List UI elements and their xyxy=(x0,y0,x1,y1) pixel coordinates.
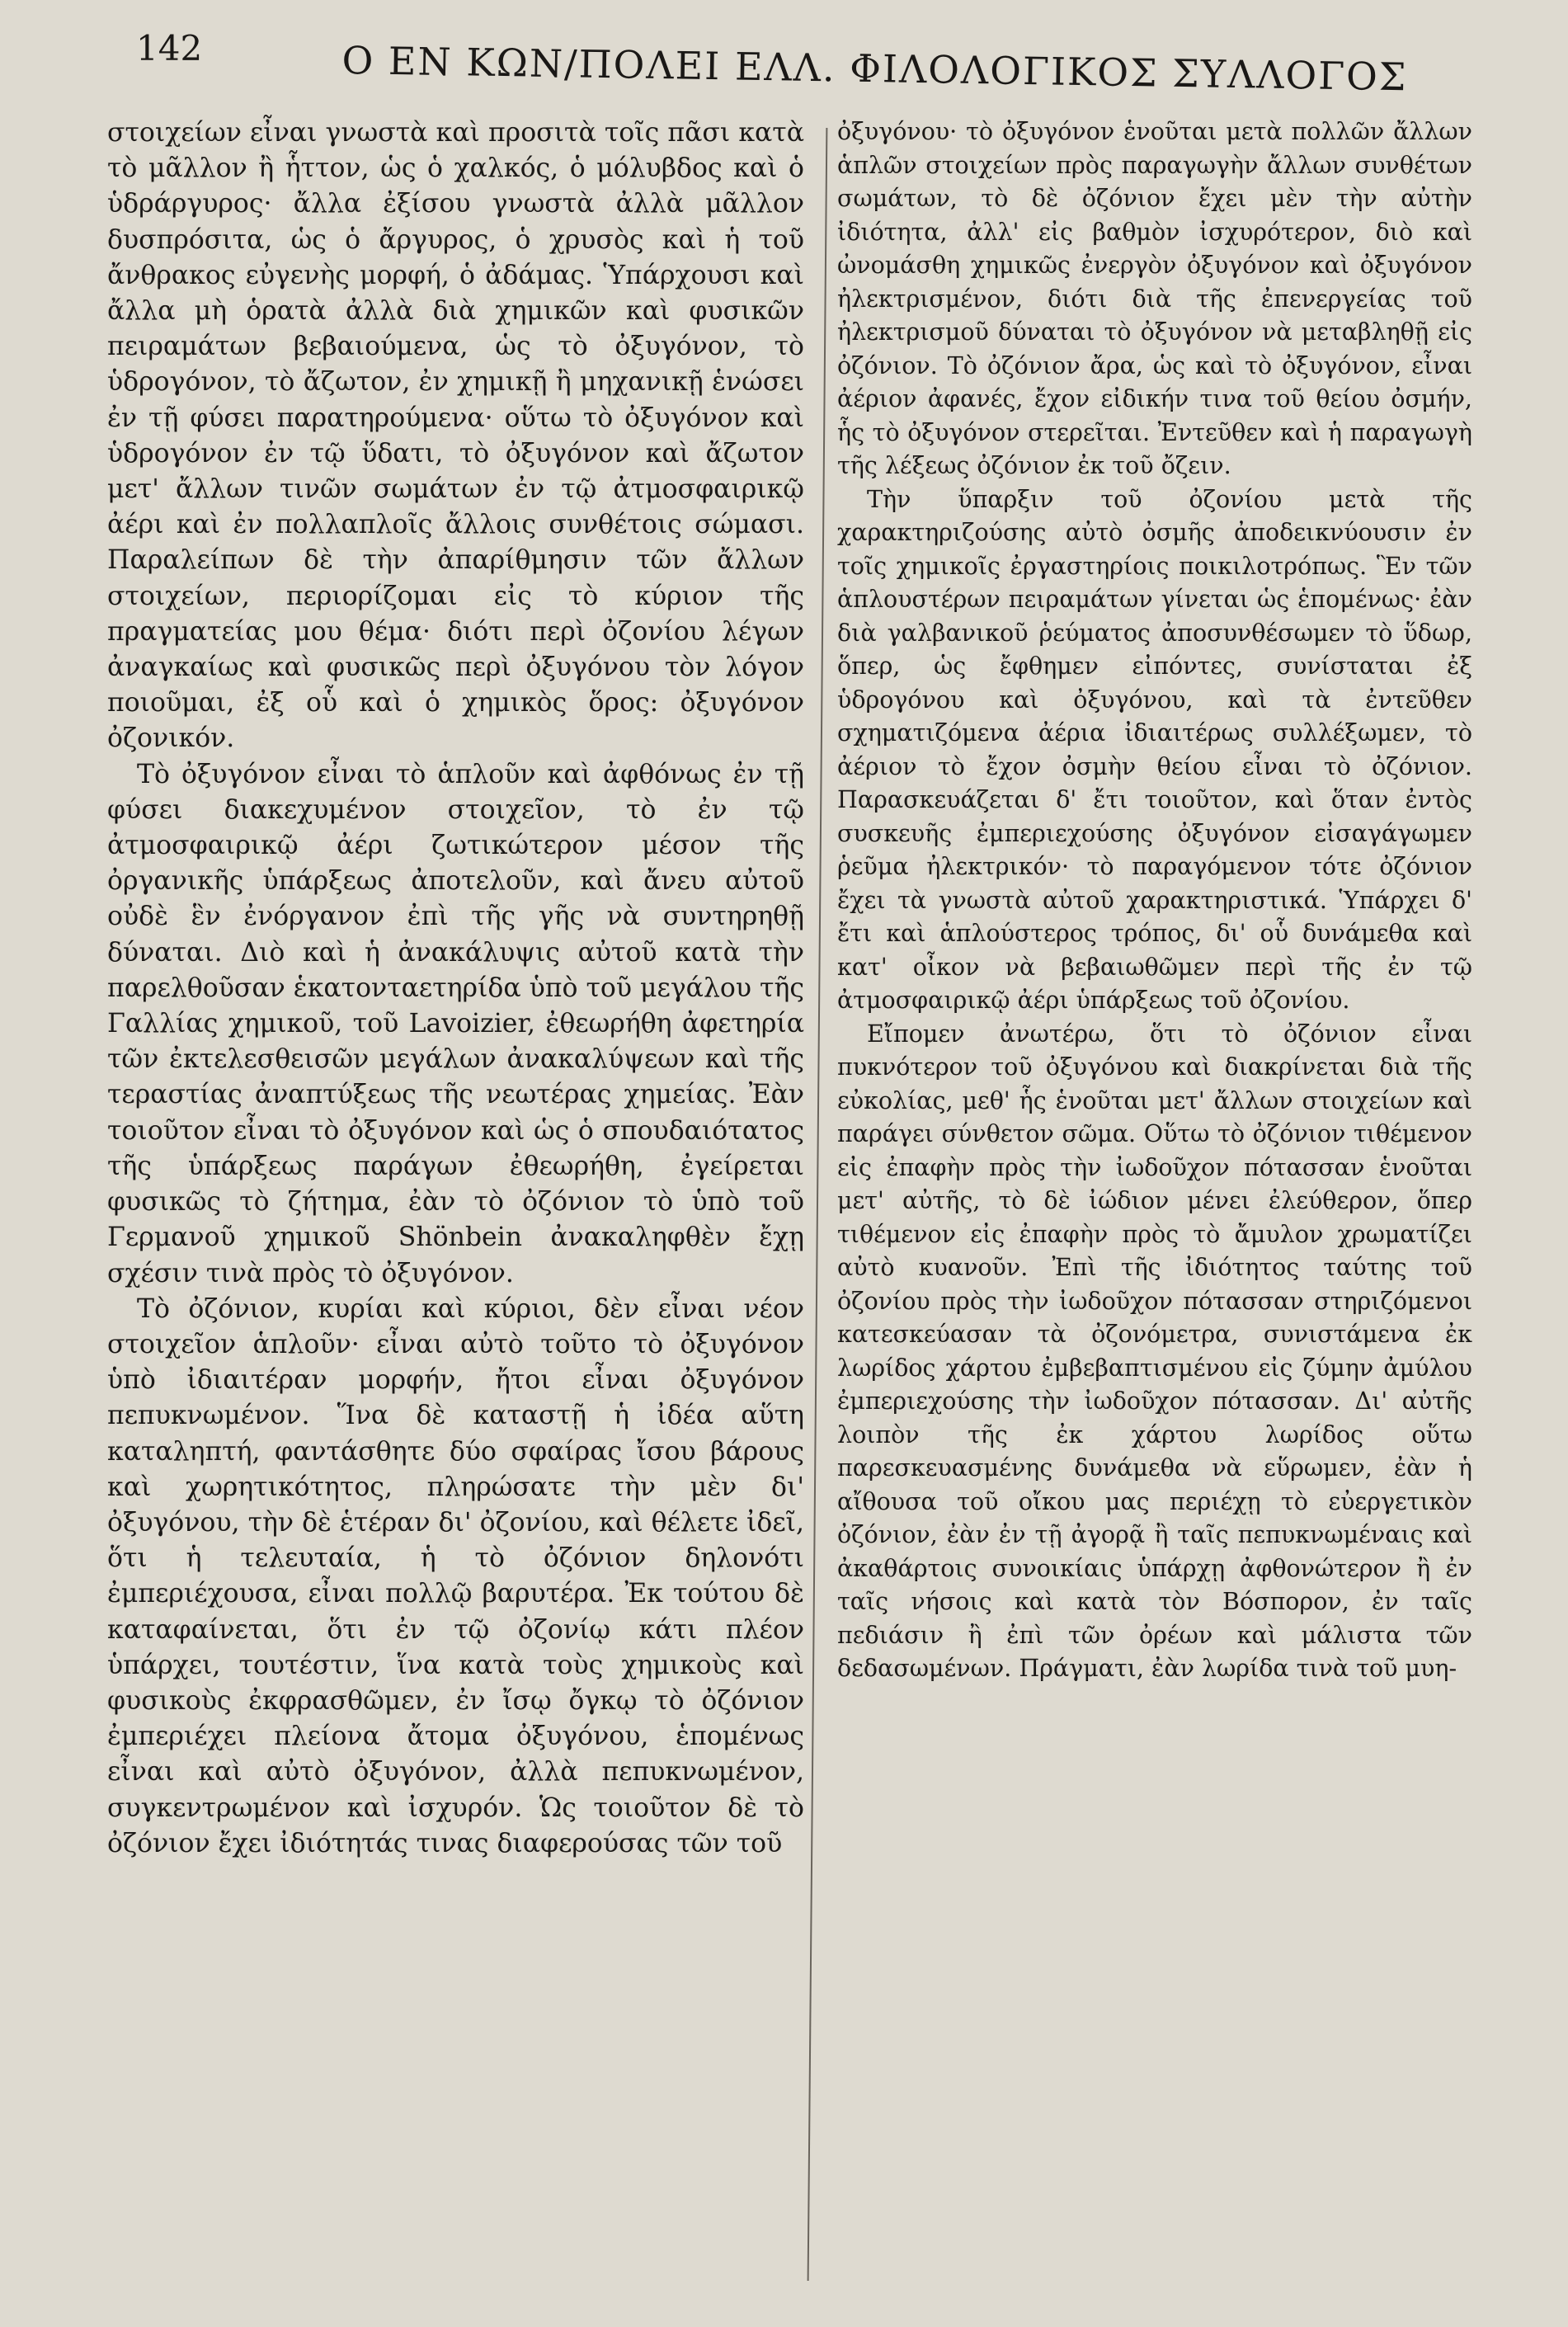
right-paragraph-3: Εἴπομεν ἀνωτέρω, ὅτι τὸ ὀζόνιον εἶναι πυκνότερον τοῦ ὀξυγόνου καὶ διακρίνεται διὰ τῆς εὐκολίας, μεθ' ἧς ἑνοῦται μετ' ἄλλων στοιχείων καὶ παράγει σύνθετον σῶμα. Οὕτω τὸ ὀζόνιον τιθέμενον εἰς ἐπαφὴν πρὸς τὴν ἰωδοῦχον πότασσαν ἑνοῦται μετ' αὐτῆς, τὸ δὲ ἰώδιον μένει ἐλεύθερον, ὅπερ τιθέμενον εἰς ἐπαφὴν πρὸς τὸ ἄμυλον χρωματίζει αὐτὸ κυανοῦν. Ἐπὶ τῆς ἰδιότητος ταύτης τοῦ ὀζονίου πρὸς τὴν ἰωδοῦχον πότασσαν στηριζόμενοι κατεσκεύασαν τὰ ὀζονόμετρα, συνιστάμενα ἐκ λωρίδος χάρτου ἐμβεβαπτισμένου εἰς ζύμην ἀμύλου ἐμπεριεχούσης τὴν ἰωδοῦχον πότασσαν. Δι' αὐτῆς λοιπὸν τῆς ἐκ χάρτου λωρίδος οὕτω παρεσκευασμένης δυνάμεθα νὰ εὕρωμεν, ἐὰν ἡ αἴθουσα τοῦ οἴκου μας περιέχῃ τὸ εὐεργετικὸν ὀζόνιον, ἐὰν ἐν τῇ ἀγορᾷ ἢ ταῖς πεπυκνωμέναις καὶ ἀκαθάρτοις συνοικίαις ὑπάρχῃ ἀφθονώτερον ἢ ἐν ταῖς νήσοις καὶ κατὰ τὸν Βόσπορον, ἐν ταῖς πεδιάσιν ἢ ἐπὶ τῶν ὀρέων καὶ μάλιστα τῶν δεδασωμένων. Πράγματι, ἐὰν λωρίδα τινὰ τοῦ μυη- xyxy=(837,1020,1472,1682)
column-divider xyxy=(808,128,828,2281)
page-number: 142 xyxy=(136,28,203,68)
right-column xyxy=(837,115,1472,2293)
running-title: Ο ΕΝ ΚΩΝ/ΠΟΛΕΙ ΕΛΛ. ΦΙΛΟΛΟΓΙΚΟΣ ΣΥΛΛΟΓΟΣ xyxy=(341,38,1408,100)
left-paragraph-2: Τὸ ὀξυγόνον εἶναι τὸ ἁπλοῦν καὶ ἀφθόνως ἐν τῇ φύσει διακεχυμένον στοιχεῖον, τὸ ἐν τῷ ἀτμοσφαιρικῷ ἀέρι ζωτικώτερον μέσον τῆς ὀργανικῆς ὑπάρξεως ἀποτελοῦν, καὶ ἄνευ αὐτοῦ οὐδὲ ἓν ἐνόργανον ἐπὶ τῆς γῆς νὰ συντηρηθῇ δύναται. Διὸ καὶ ἡ ἀνακάλυψις αὐτοῦ κατὰ τὴν παρελθοῦσαν ἑκατονταετηρίδα ὑπὸ τοῦ μεγάλου τῆς Γαλλίας χημικοῦ, τοῦ Lavoizier, ἐθεωρήθη ἀφετηρία τῶν ἐκτελεσθεισῶν μεγάλων ἀνακαλύψεων καὶ τῆς τεραστίας ἀναπτύξεως τῆς νεωτέρας χημείας. Ἐὰν τοιοῦτον εἶναι τὸ ὀξυγόνον καὶ ὡς ὁ σπουδαιότατος τῆς ὑπάρξεως παράγων ἐθεωρήθη, ἐγείρεται φυσικῶς τὸ ζήτημα, ἐὰν τὸ ὀζόνιον τὸ ὑπὸ τοῦ Γερμανοῦ χημικοῦ Shönbein ἀνακαληφθὲν ἔχῃ σχέσιν τινὰ πρὸς τὸ ὀξυγόνον. xyxy=(107,759,804,1288)
right-paragraph-2: Τὴν ὕπαρξιν τοῦ ὀζονίου μετὰ τῆς χαρακτηριζούσης αὐτὸ ὀσμῆς ἀποδεικνύουσιν ἐν τοῖς χημικοῖς ἐργαστηρίοις ποικιλοτρόπως. Ἓν τῶν ἁπλουστέρων πειραμάτων γίνεται ὡς ἑπομένως· ἐὰν διὰ γαλβανικοῦ ῥεύματος ἀποσυνθέσωμεν τὸ ὕδωρ, ὅπερ, ὡς ἔφθημεν εἰπόντες, συνίσταται ἐξ ὑδρογόνου καὶ ὀξυγόνου, καὶ τὰ ἐντεῦθεν σχηματιζόμενα ἀέρια ἰδιαιτέρως συλλέξωμεν, τὸ ἀέριον τὸ ἔχον ὀσμὴν θείου εἶναι τὸ ὀζόνιον. Παρασκευάζεται δ' ἔτι τοιοῦτον, καὶ ὅταν ἐντὸς συσκευῆς ἐμπεριεχούσης ὀξυγόνον εἰσαγάγωμεν ῥεῦμα ἠλεκτρικόν· τὸ παραγόμενον τότε ὀζόνιον ἔχει τὰ γνωστὰ αὐτοῦ χαρακτηριστικά. Ὑπάρχει δ' ἔτι καὶ ἁπλούστερος τρόπος, δι' οὗ δυνάμεθα καὶ κατ' οἶκον νὰ βεβαιωθῶμεν περὶ τῆς ἐν τῷ ἀτμοσφαιρικῷ ἀέρι ὑπάρξεως τοῦ ὀζονίου. xyxy=(837,485,1472,1014)
left-column xyxy=(107,115,804,2293)
left-paragraph-1: στοιχείων εἶναι γνωστὰ καὶ προσιτὰ τοῖς πᾶσι κατὰ τὸ μᾶλλον ἢ ἧττον, ὡς ὁ χαλκός, ὁ μόλυβδος καὶ ὁ ὑδράργυρος· ἄλλα ἐξίσου γνωστὰ ἀλλὰ μᾶλλον δυσπρόσιτα, ὡς ὁ ἄργυρος, ὁ χρυσὸς καὶ ἡ τοῦ ἄνθρακος εὐγενὴς μορφή, ὁ ἀδάμας. Ὑπάρχουσι καὶ ἄλλα μὴ ὁρατὰ ἀλλὰ διὰ χημικῶν καὶ φυσικῶν πειραμάτων βεβαιούμενα, ὡς τὸ ὀξυγόνον, τὸ ὑδρογόνον, τὸ ἄζωτον, ἐν χημικῇ ἢ μηχανικῇ ἑνώσει ἐν τῇ φύσει παρατηρούμενα· οὕτω τὸ ὀξυγόνον καὶ ὑδρογόνον ἐν τῷ ὕδατι, τὸ ὀξυγόνον καὶ ἄζωτον μετ' ἄλλων τινῶν σωμάτων ἐν τῷ ἀτμοσφαιρικῷ ἀέρι καὶ ἐν πολλαπλοῖς ἄλλοις συνθέτοις σώμασι. Παραλείπων δὲ τὴν ἀπαρίθμησιν τῶν ἄλλων στοιχείων, περιορίζομαι εἰς τὸ κύριον τῆς πραγματείας μου θέμα· διότι περὶ ὀζονίου λέγων ἀναγκαίως καὶ φυσικῶς περὶ ὀξυγόνου τὸν λόγον ποιοῦμαι, ἐξ οὗ καὶ ὁ χημικὸς ὅρος: ὀξυγόνον ὀζονικόν. xyxy=(107,118,804,754)
left-paragraph-3: Τὸ ὀζόνιον, κυρίαι καὶ κύριοι, δὲν εἶναι νέον στοιχεῖον ἁπλοῦν· εἶναι αὐτὸ τοῦτο τὸ ὀξυγόνον ὑπὸ ἰδιαιτέραν μορφήν, ἤτοι εἶναι ὀξυγόνον πεπυκνωμένον. Ἵνα δὲ καταστῇ ἡ ἰδέα αὕτη καταληπτή, φαντάσθητε δύο σφαίρας ἴσου βάρους καὶ χωρητικότητος, πληρώσατε τὴν μὲν δι' ὀξυγόνου, τὴν δὲ ἑτέραν δι' ὀζονίου, καὶ θέλετε ἰδεῖ, ὅτι ἡ τελευταία, ἡ τὸ ὀζόνιον δηλονότι ἐμπεριέχουσα, εἶναι πολλῷ βαρυτέρα. Ἐκ τούτου δὲ καταφαίνεται, ὅτι ἐν τῷ ὀζονίῳ κάτι πλέον ὑπάρχει, τουτέστιν, ἵνα κατὰ τοὺς χημικοὺς καὶ φυσικοὺς ἐκφρασθῶμεν, ἐν ἴσῳ ὄγκῳ τὸ ὀζόνιον ἐμπεριέχει πλείονα ἄτομα ὀξυγόνου, ἑπομένως εἶναι καὶ αὐτὸ ὀξυγόνον, ἀλλὰ πεπυκνωμένον, συγκεντρωμένον καὶ ἰσχυρόν. Ὡς τοιοῦτον δὲ τὸ ὀζόνιον ἔχει ἰδιότητάς τινας διαφερούσας τῶν τοῦ xyxy=(107,1293,804,1858)
right-paragraph-1: ὀξυγόνου· τὸ ὀξυγόνον ἑνοῦται μετὰ πολλῶν ἄλλων ἁπλῶν στοιχείων πρὸς παραγωγὴν ἄλλων συνθέτων σωμάτων, τὸ δὲ ὀζόνιον ἔχει μὲν τὴν αὐτὴν ἰδιότητα, ἀλλ' εἰς βαθμὸν ἰσχυρότερον, διὸ καὶ ὠνομάσθη χημικῶς ἐνεργὸν ὀξυγόνον καὶ ὀξυγόνον ἠλεκτρισμένον, διότι διὰ τῆς ἐπενεργείας τοῦ ἠλεκτρισμοῦ δύναται τὸ ὀξυγόνον νὰ μεταβληθῇ εἰς ὀζόνιον. Τὸ ὀζόνιον ἄρα, ὡς καὶ τὸ ὀξυγόνον, εἶναι ἀέριον ἀφανές, ἔχον εἰδικήν τινα τοῦ θείου ὀσμήν, ἧς τὸ ὀξυγόνον στερεῖται. Ἐντεῦθεν καὶ ἡ παραγωγὴ τῆς λέξεως ὀζόνιον ἐκ τοῦ ὄζειν. xyxy=(837,118,1472,479)
page-header xyxy=(128,16,1481,107)
